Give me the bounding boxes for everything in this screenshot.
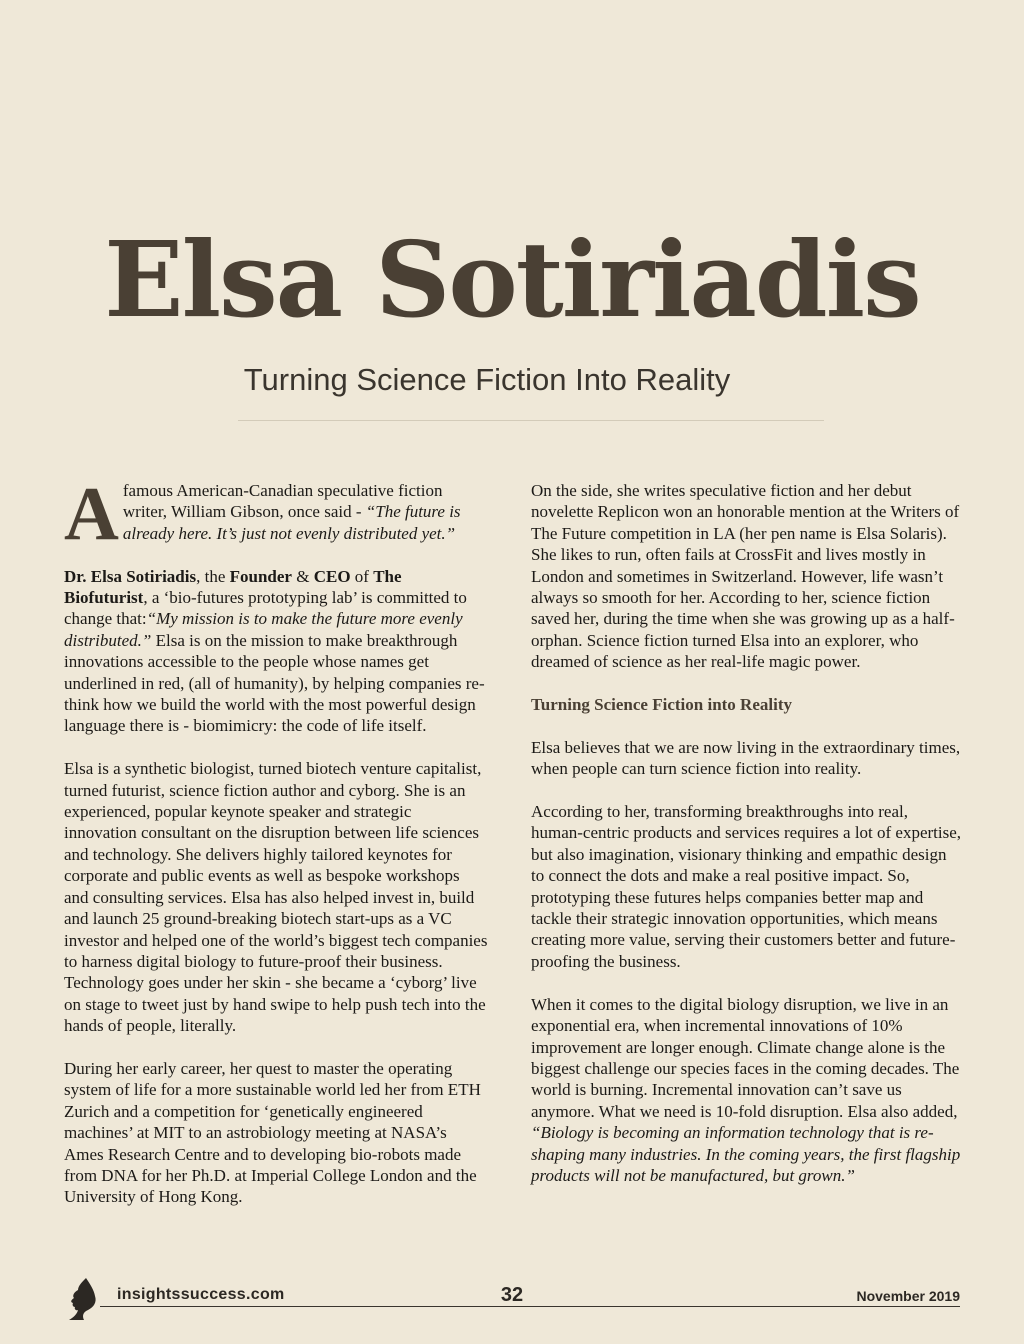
role-ceo: CEO — [313, 566, 351, 586]
issue-date: November 2019 — [856, 1288, 960, 1304]
drop-cap: A — [64, 472, 119, 556]
side-projects-paragraph: On the side, she writes speculative fiction and her debut novelette Replicon won an honorable mention at the Writers of The Future competition in LA (her pen name is Elsa Solaris). She likes to run, often fails at CrossFit and lives mostly in London and sometimes in Switzerland. However, life wasn’t always so smooth for her. According to her, science fiction saved her, during the time when she was growing up as a half-orphan. Science fiction turned Elsa into an explorer, who dreamed of science as her real-life magic power. — [531, 481, 960, 672]
beliefs-paragraph: Elsa believes that we are now living in the extraordinary times, when people can turn science fiction into reality. — [531, 737, 961, 779]
text-run: , a ‘bio-futures prototyping lab’ is committed to change that: — [64, 588, 467, 629]
page-number: 32 — [500, 1284, 524, 1306]
text-run: , the — [196, 566, 230, 586]
article-title: Elsa Sotiriadis — [104, 218, 920, 341]
section-heading: Turning Science Fiction into Reality — [531, 695, 792, 715]
left-column — [64, 472, 488, 1229]
text-run: When it comes to the digital biology disruption, we live in an exponential era, when incremental innovations of 10% improvement are longer enough. Climate change alone is the biggest challenge our species faces in the coming decades. The world is burning. Incremental innovation can’t save us anymore. What we need is 10-fold disruption. Elsa also added, — [531, 994, 960, 1121]
intro-paragraph — [64, 472, 488, 556]
biography-paragraph: Elsa is a synthetic biologist, turned biotech venture capitalist, turned futurist, science fiction author and cyborg. She is an experienced, popular keynote speaker and strategic innovation consultant on the disruption between life sciences and technology. She delivers highly tailored keynotes for corporate and public events as well as bespoke workshops and consulting services. Elsa has also helped invest in, build and launch 25 ground-breaking biotech start-ups as a VC investor and helped one of the world’s biggest tech companies to harness digital biology to future-proof their business. Technology goes under her skin - she became a ‘cyborg’ live on stage to tweet just by hand swipe to help push tech into the hands of people, literally. — [64, 759, 488, 1036]
disruption-paragraph — [531, 994, 963, 1187]
page-footer — [0, 1272, 1024, 1332]
company-name: The Biofuturist — [64, 566, 402, 608]
founder-paragraph — [64, 566, 488, 737]
footer-divider — [100, 1306, 960, 1307]
right-column — [531, 480, 963, 1208]
website-link[interactable]: insightssuccess.com — [117, 1286, 285, 1303]
person-name: Dr. Elsa Sotiriadis — [64, 566, 197, 586]
role-founder: Founder — [229, 566, 292, 586]
text-run: Elsa is on the mission to make breakthrough innovations accessible to the people whose names get underlined in red, (all of humanity), by helping companies re-think how we build the world with the most powerful design language there is - biomimicry: the code of life itself. — [64, 630, 485, 736]
article-subtitle: Turning Science Fiction Into Reality — [243, 362, 731, 397]
title-divider — [238, 420, 824, 421]
mission-quote: “My mission is to make the future more evenly distributed.” — [64, 609, 463, 650]
gibson-quote: “The future is already here. It’s just not evenly distributed yet.” — [122, 502, 461, 543]
early-career-paragraph: During her early career, her quest to master the operating system of life for a more sustainable world led her from ETH Zurich and a competition for ‘genetically engineered machines’ at MIT to an astrobiology meeting at NASA’s Ames Research Centre and to developing bio-robots made from DNA for her Ph.D. at Imperial College London and the University of Hong Kong. — [64, 1058, 481, 1207]
prototyping-paragraph: According to her, transforming breakthroughs into real, human-centric products and services requires a lot of expertise, but also imagination, visionary thinking and empathic design to connect the dots and make a real positive impact. So, prototyping these futures helps companies better map and tackle their strategic innovation opportunities, which means creating more value, serving their customers better and future-proofing the business. — [531, 802, 962, 971]
text-run: & — [291, 566, 314, 586]
biology-quote: “Biology is becoming an information technology that is re-shaping many industries. In the coming years, the first flagship products will not be manufactured, but grown.” — [531, 1123, 961, 1185]
text-run: of — [350, 566, 374, 586]
intro-text: famous American-Canadian speculative fiction writer, William Gibson, once said - — [122, 481, 443, 522]
